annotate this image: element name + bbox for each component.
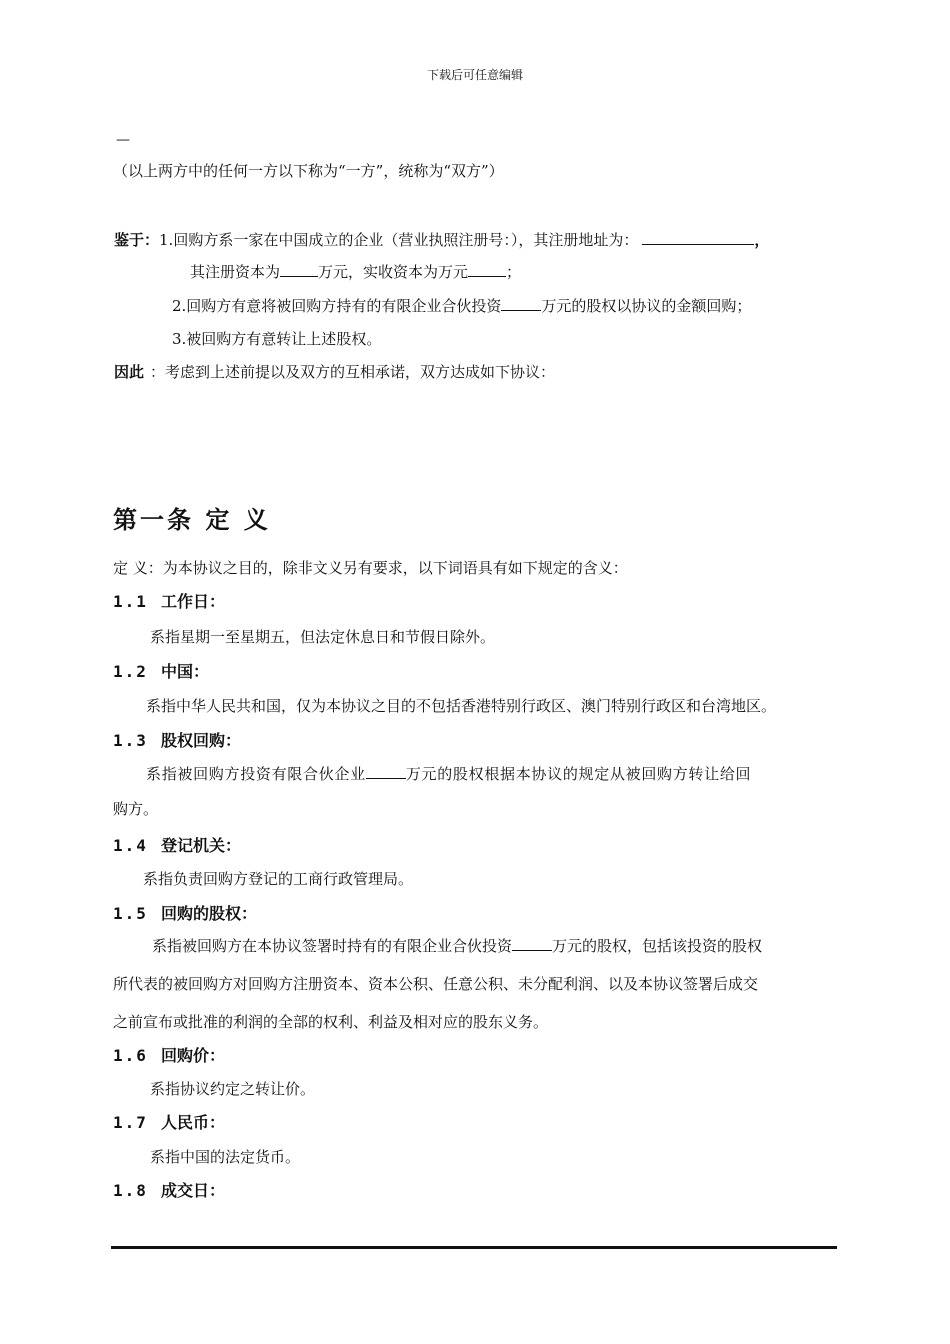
top-dash: — [116, 132, 130, 148]
investment-blank [501, 296, 541, 311]
section-1-5-text-a: 系指被回购方在本协议签署时持有的有限企业合伙投资 [152, 937, 513, 955]
whereas-item2-text-end: 万元的股权以协议的金额回购； [541, 297, 752, 315]
section-number: 1.6 [113, 1046, 148, 1065]
section-number: 1.7 [113, 1113, 148, 1132]
section-1-5-text-line-3: 之前宣布或批准的利润的全部的权利、利益及相对应的股东义务。 [113, 1013, 549, 1031]
section-number: 1.1 [113, 592, 148, 611]
therefore-line [114, 361, 555, 382]
therefore-text: ：考虑到上述前提以及双方的互相承诺，双方达成如下协议： [150, 363, 556, 381]
section-1-8-heading [113, 1178, 225, 1201]
footer-rule [111, 1246, 837, 1249]
section-title: 登记机关： [161, 836, 242, 855]
section-1-1-heading [113, 589, 225, 612]
whereas-item-2 [172, 295, 751, 316]
therefore-label: 因此 [114, 363, 145, 381]
address-blank [642, 230, 754, 245]
whereas-line-1 [114, 229, 769, 250]
paid-capital-label: 万元，实收资本为万元 [318, 263, 469, 281]
investment-blank [366, 764, 406, 779]
section-1-4-heading [113, 833, 241, 856]
whereas-item1-end: ， [754, 231, 770, 249]
capital-label: 其注册资本为 [190, 263, 281, 281]
section-title: 中国： [161, 662, 210, 681]
section-number: 1.4 [113, 836, 148, 855]
section-1-1-text: 系指星期一至星期五，但法定休息日和节假日除外。 [150, 628, 496, 646]
header-note: 下载后可任意编辑 [426, 68, 523, 82]
section-1-5-text-line-1 [152, 935, 762, 956]
section-1-2-heading [113, 659, 209, 682]
section-1-7-text: 系指中国的法定货币。 [150, 1148, 301, 1166]
section-1-5-text-line-2: 所代表的被回购方对回购方注册资本、资本公积、任意公积、未分配利润、以及本协议签署后成交 [113, 975, 759, 993]
paid-capital-blank [468, 262, 506, 277]
section-1-5-text-b: 万元的股权，包括该投资的股权 [552, 937, 763, 955]
whereas-line-2-end: ； [506, 263, 522, 281]
section-title: 回购价： [161, 1046, 226, 1065]
section-title: 成交日： [161, 1181, 226, 1200]
investment-blank [512, 936, 552, 951]
section-1-3-text-line-2: 购方。 [113, 800, 159, 818]
section-number: 1.3 [113, 731, 148, 750]
section-title: 股权回购： [161, 731, 242, 750]
whereas-label: 鉴于： [114, 231, 160, 249]
section-1-3-text-a: 系指被回购方投资有限合伙企业 [146, 765, 366, 783]
section-1-6-heading [113, 1043, 225, 1066]
section-1-3-text-b: 万元的股权根据本协议的规定从被回购方转让给回 [405, 765, 752, 783]
section-title: 回购的股权： [161, 904, 258, 923]
capital-blank [280, 262, 318, 277]
whereas-item2-text: 2.回购方有意将被回购方持有的有限企业合伙投资 [172, 297, 502, 315]
whereas-line-2 [190, 261, 521, 282]
section-number: 1.8 [113, 1181, 148, 1200]
article-1-title: 第一条 定 义 [113, 505, 271, 534]
section-title: 工作日： [161, 592, 226, 611]
section-title: 人民币： [161, 1113, 226, 1132]
whereas-item-3: 3.被回购方有意转让上述股权。 [172, 330, 382, 348]
section-1-3-text-line-1 [146, 763, 751, 784]
section-1-2-text: 系指中华人民共和国，仅为本协议之目的不包括香港特别行政区、澳门特别行政区和台湾地区。 [146, 697, 777, 715]
section-1-7-heading [113, 1110, 225, 1133]
section-1-3-heading [113, 728, 241, 751]
section-1-5-heading [113, 901, 257, 924]
section-1-6-text: 系指协议约定之转让价。 [150, 1080, 316, 1098]
article-1-intro: 定 义：为本协议之目的，除非文义另有要求，以下词语具有如下规定的含义： [113, 559, 628, 577]
section-number: 1.5 [113, 904, 148, 923]
parties-note: （以上两方中的任何一方以下称为“一方”，统称为“双方”） [113, 162, 504, 180]
whereas-item1-text: 1.回购方系一家在中国成立的企业（营业执照注册号：），其注册地址为： [159, 231, 639, 249]
section-number: 1.2 [113, 662, 148, 681]
section-1-4-text: 系指负责回购方登记的工商行政管理局。 [143, 870, 414, 888]
